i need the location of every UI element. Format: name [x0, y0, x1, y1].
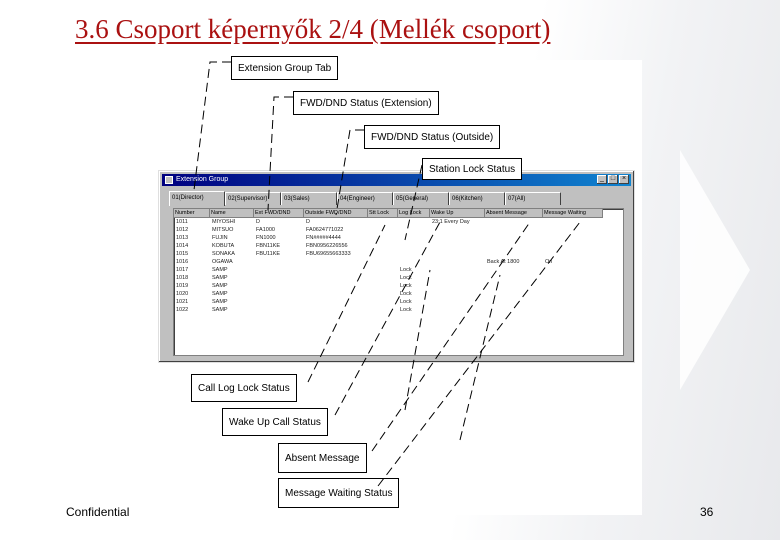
group-tabs — [169, 191, 628, 205]
column-header[interactable]: Number — [174, 209, 210, 218]
table-cell: FA0624771022 — [306, 227, 344, 233]
table-cell — [368, 266, 398, 274]
table-cell: MITSUO — [212, 227, 234, 233]
table-cell: On — [545, 259, 553, 265]
table-cell — [254, 306, 304, 314]
table-cell: D — [256, 219, 260, 225]
table-cell: 1021 — [176, 299, 189, 305]
table-cell: 1014 — [176, 243, 189, 249]
table-cell: SAMP — [212, 299, 228, 305]
table-cell — [368, 218, 398, 226]
table-cell — [398, 218, 430, 226]
table-cell — [398, 250, 430, 258]
grid-header — [174, 209, 623, 218]
table-cell — [254, 258, 304, 266]
table-cell: 1011 — [176, 219, 188, 225]
footer-confidential: Confidential — [66, 505, 130, 519]
table-cell — [398, 258, 430, 266]
column-header[interactable]: Wake Up — [430, 209, 485, 218]
tab-sales[interactable]: 03(Sales) — [281, 192, 337, 205]
table-cell — [430, 306, 485, 314]
window-titlebar — [162, 174, 631, 186]
table-cell — [304, 266, 368, 274]
callout-message-waiting-status: Message Waiting Status — [278, 478, 399, 508]
table-row[interactable] — [174, 258, 623, 266]
table-row[interactable] — [174, 298, 623, 306]
table-cell: FUJIN — [212, 235, 228, 241]
table-cell — [304, 258, 368, 266]
table-cell — [368, 298, 398, 306]
close-button[interactable]: × — [619, 175, 629, 184]
table-cell — [485, 234, 543, 242]
table-row[interactable] — [174, 250, 623, 258]
table-row[interactable] — [174, 234, 623, 242]
table-cell: FA1000 — [256, 227, 275, 233]
column-header[interactable]: Stt Lock — [368, 209, 398, 218]
table-cell — [543, 266, 603, 274]
callout-extension-group-tab: Extension Group Tab — [231, 56, 338, 80]
table-cell: SAMP — [212, 283, 228, 289]
table-cell: FN#####4444 — [306, 235, 341, 241]
table-cell: Lock — [400, 307, 412, 313]
table-cell: Lock — [400, 267, 412, 273]
table-cell — [368, 242, 398, 250]
table-cell: 1015 — [176, 251, 189, 257]
table-cell — [543, 282, 603, 290]
table-cell — [485, 266, 543, 274]
table-cell — [543, 298, 603, 306]
table-cell — [398, 226, 430, 234]
table-cell — [430, 266, 485, 274]
table-cell — [543, 226, 603, 234]
callout-absent-message: Absent Message — [278, 443, 367, 473]
table-row[interactable] — [174, 274, 623, 282]
table-cell: Lock — [400, 291, 412, 297]
minimize-button[interactable]: _ — [597, 175, 607, 184]
table-cell: MIYOSHI — [212, 219, 236, 225]
table-cell — [485, 274, 543, 282]
table-cell — [398, 242, 430, 250]
table-cell: Lock — [400, 283, 412, 289]
table-cell — [485, 250, 543, 258]
table-cell: FBN11KE — [256, 243, 281, 249]
table-row[interactable] — [174, 218, 623, 226]
table-cell: 1017 — [176, 267, 189, 273]
table-cell — [254, 266, 304, 274]
table-cell: Lock — [400, 299, 412, 305]
table-cell: OGAWA — [212, 259, 233, 265]
table-cell: Lock — [400, 275, 412, 281]
table-cell — [485, 306, 543, 314]
table-cell: SAMP — [212, 275, 228, 281]
table-cell: 1018 — [176, 275, 189, 281]
app-icon — [165, 176, 173, 184]
table-cell: 1019 — [176, 283, 189, 289]
table-cell — [543, 274, 603, 282]
callout-fwd-dnd-outside: FWD/DND Status (Outside) — [364, 125, 500, 149]
table-cell: 23:1 Every Day — [432, 219, 470, 225]
table-cell: Back At 1800 — [487, 259, 520, 265]
table-cell — [398, 234, 430, 242]
table-cell — [430, 234, 485, 242]
table-cell — [368, 250, 398, 258]
window-title: Extension Group — [176, 176, 229, 183]
column-header[interactable]: Log Lock — [398, 209, 430, 218]
table-cell — [430, 282, 485, 290]
table-cell: KOBUTA — [212, 243, 235, 249]
table-cell — [368, 290, 398, 298]
table-cell — [543, 234, 603, 242]
tab-all[interactable]: 07(All) — [505, 192, 561, 205]
table-cell — [485, 226, 543, 234]
callout-fwd-dnd-extension: FWD/DND Status (Extension) — [293, 91, 439, 115]
table-row[interactable] — [174, 290, 623, 298]
table-cell — [304, 290, 368, 298]
tab-director[interactable]: 01(Director) — [169, 191, 225, 206]
table-cell — [368, 226, 398, 234]
table-cell: 1013 — [176, 235, 189, 241]
column-header[interactable]: Outside FWD/DND — [304, 209, 368, 218]
table-cell — [254, 290, 304, 298]
table-cell — [254, 274, 304, 282]
callout-call-log-lock-status: Call Log Lock Status — [191, 374, 297, 402]
table-cell: SAMP — [212, 267, 228, 273]
table-cell: FN1000 — [256, 235, 276, 241]
table-cell: 1016 — [176, 259, 189, 265]
table-row[interactable] — [174, 282, 623, 290]
table-cell: 1022 — [176, 307, 189, 313]
table-cell — [304, 282, 368, 290]
table-cell — [368, 234, 398, 242]
slide-title: 3.6 Csoport képernyők 2/4 (Mellék csoport) — [75, 14, 551, 44]
table-cell — [430, 274, 485, 282]
table-cell — [485, 218, 543, 226]
tab-supervisor[interactable]: 02(Supervisor) — [225, 192, 281, 205]
table-cell: SONAKA — [212, 251, 235, 257]
table-cell — [368, 274, 398, 282]
table-cell — [430, 226, 485, 234]
page-number: 36 — [700, 505, 714, 519]
table-cell — [543, 250, 603, 258]
tab-general[interactable]: 05(General) — [393, 192, 449, 205]
column-header[interactable]: Message Waiting — [543, 209, 603, 218]
grid-body — [174, 218, 623, 314]
table-cell: SAMP — [212, 291, 228, 297]
extension-group-window — [158, 170, 635, 363]
table-cell — [485, 282, 543, 290]
tab-engineer[interactable]: 04(Engineer) — [337, 192, 393, 205]
table-cell — [543, 306, 603, 314]
table-cell: FBN0956226556 — [306, 243, 348, 249]
table-cell — [304, 274, 368, 282]
tab-kitchen[interactable]: 06(Kitchen) — [449, 192, 505, 205]
table-cell: 1020 — [176, 291, 189, 297]
table-cell — [430, 242, 485, 250]
maximize-button[interactable]: □ — [608, 175, 618, 184]
table-row[interactable] — [174, 226, 623, 234]
table-cell — [485, 298, 543, 306]
table-cell — [430, 250, 485, 258]
table-cell — [304, 298, 368, 306]
table-cell — [430, 298, 485, 306]
callout-station-lock-status: Station Lock Status — [422, 158, 522, 180]
table-cell — [543, 218, 603, 226]
table-cell — [368, 258, 398, 266]
table-cell — [543, 242, 603, 250]
table-cell — [485, 242, 543, 250]
table-cell: SAMP — [212, 307, 228, 313]
table-cell: 1012 — [176, 227, 189, 233]
callout-wake-up-call-status: Wake Up Call Status — [222, 408, 328, 436]
table-cell — [430, 258, 485, 266]
table-cell — [368, 306, 398, 314]
table-cell — [254, 298, 304, 306]
table-cell: D — [306, 219, 310, 225]
table-cell — [543, 290, 603, 298]
table-row[interactable] — [174, 306, 623, 314]
table-row[interactable] — [174, 266, 623, 274]
column-header[interactable]: Absent Message — [485, 209, 543, 218]
table-cell — [254, 282, 304, 290]
table-cell — [485, 290, 543, 298]
extension-grid[interactable] — [173, 208, 624, 356]
column-header[interactable]: Name — [210, 209, 254, 218]
column-header[interactable]: Ext FWD/DND — [254, 209, 304, 218]
background-chevron — [680, 150, 750, 390]
table-cell: FBU69655663333 — [306, 251, 351, 257]
table-cell — [368, 282, 398, 290]
table-cell — [430, 290, 485, 298]
table-cell — [304, 306, 368, 314]
table-cell: FBU11KE — [256, 251, 281, 257]
table-row[interactable] — [174, 242, 623, 250]
